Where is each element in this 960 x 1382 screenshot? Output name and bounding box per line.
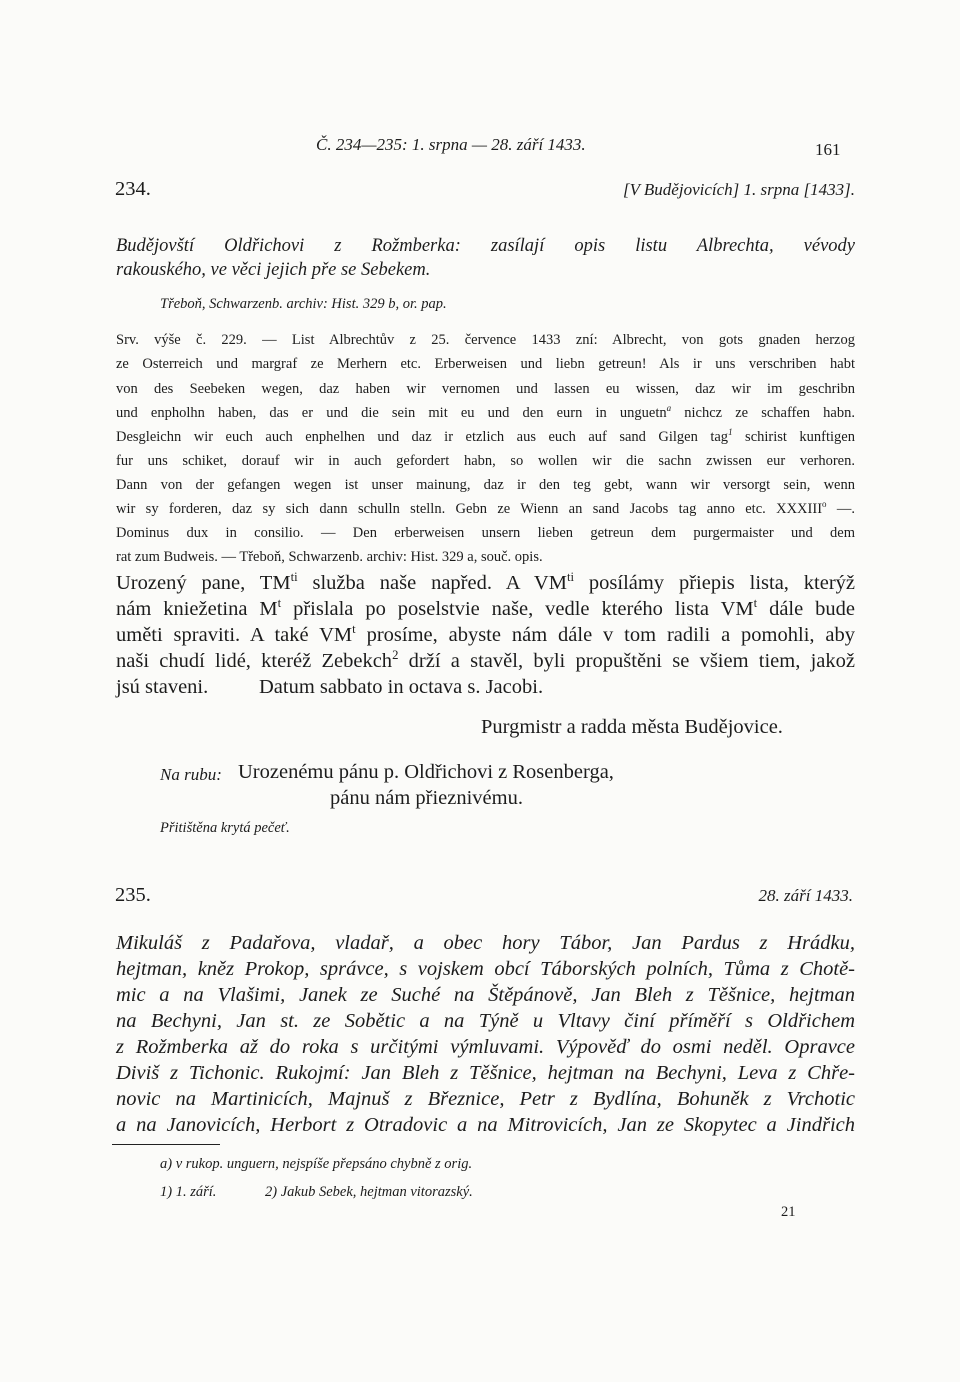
note-line: Dominus dux in consilio. — Den erberweisen unsern lieben getreun dem purgermaister und dem [116, 525, 855, 541]
note-line: Desgleichn wir euch auch enphelhen und daz ir etzlich aus euch auf sand Gilgen tag$^1$ schirist kunftigen [116, 427, 855, 445]
date-235: 28. září 1433. [758, 886, 853, 905]
footnote-rule [112, 1144, 220, 1145]
footnote-1: 1) 1. září. [160, 1184, 217, 1200]
signature-mark: 21 [781, 1204, 796, 1220]
regest-235-line: hejtman, kněz Prokop, správce, s vojskem obcí Táborských polních, Tůma z Chotě- [116, 958, 855, 980]
regest-235-line: a na Janovicích, Herbort z Otradovic a na Mitrovicích, Jan ze Skopytec a Jindřich [116, 1114, 855, 1136]
note-line: Srv. výše č. 229. — List Albrechtův z 25. července 1433 zní: Albrecht, von gots gnaden herzog [116, 332, 855, 348]
letter-line: jsú staveni. [116, 676, 209, 698]
regest-235-line: na Bechyni, Jan st. ze Sobětic a na Týně u Vltavy činí příměří s Oldřichem [116, 1010, 855, 1032]
document-number-234: 234. [115, 178, 151, 200]
running-title: Č. 234—235: 1. srpna — 28. září 1433. [316, 135, 586, 154]
letter-line: nám kniežetina $M^t$ přislala po poselstvie naše, vedle kterého lista $VM^t$ dále bude [116, 596, 855, 620]
letter-line: Urozený pane, $TM^{ti}$ služba naše napřed. A $VM^{ti}$ posílámy přiepis lista, kterýž [116, 570, 856, 594]
regest-234-line2: rakouského, ve věci jejich pře se Sebekem. [116, 260, 431, 280]
dating-clause: Datum sabbato in octava s. Jacobi. [259, 676, 544, 698]
letter-line: uměti spraviti. A také $VM^t$ prosíme, abyste nám dále v tom radili a pomohli, aby [116, 622, 855, 646]
regest-235-line: Mikuláš z Padařova, vladař, a obec hory Tábor, Jan Pardus z Hrádku, [116, 932, 855, 954]
seal-note: Přitištěna krytá pečeť. [160, 820, 290, 836]
note-line: rat zum Budweis. — Třeboň, Schwarzenb. archiv: Hist. 329 a, souč. opis. [116, 549, 543, 565]
letter-line: naši chudí lidé, kteréž Zebekch$^2$ drží a stavěl, byli propuštěni se všiem tiem, jakož [116, 648, 855, 672]
verso-address-line2: pánu nám přieznivému. [330, 787, 523, 809]
regest-234-line1: Budějovští Oldřichovi z Rožmberka: zasílají opis listu Albrechta, vévody [116, 236, 855, 256]
note-line: und enpholhn haben, das er und die sein mit eu und den eurn in unguetn$^a$ nichcz ze schaffen habn. [116, 403, 855, 421]
archive-reference-234: Třeboň, Schwarzenb. archiv: Hist. 329 b, or. pap. [160, 296, 447, 312]
place-date-234: [V Budějovicích] 1. srpna [1433]. [622, 180, 855, 199]
regest-235-line: Diviš z Tichonic. Rukojmí: Jan Bleh z Těšnice, hejtman na Bechyni, Leva z Chře- [116, 1062, 855, 1084]
footnote-2: 2) Jakub Sebek, hejtman vitorazský. [265, 1184, 473, 1200]
footnote-ref-a: a [666, 403, 672, 414]
note-line: Dann von der gefangen wegen ist unser mainung, daz ir den teg gebt, wann wir versorgt sein, wenn [116, 477, 855, 493]
verso-address-line1: Urozenému pánu p. Oldřichovi z Rosenberga, [238, 761, 614, 783]
page-number: 161 [815, 140, 841, 159]
regest-235-line: mic a na Vlašimi, Janek ze Suché na Štěpánově, Jan Bleh z Těšnice, hejtman [116, 984, 855, 1006]
note-line: wir sy forderen, daz sy sich dann schulln stelln. Gebn ze Wienn an sand Jacobs tag anno etc. XXXIII$^o$ —. [116, 499, 856, 517]
note-line: ze Osterreich und margraf ze Merhern etc. Erberweisen und liebn getreun! Als ir uns verschriben habt [116, 356, 855, 372]
document-number-235: 235. [115, 884, 151, 906]
regest-235-line: z Rožmberka až do roka s určitými výmluvami. Výpověď do osmi neděl. Opravce [116, 1036, 855, 1058]
footnote-ref-1: 1 [728, 427, 733, 438]
verso-label: Na rubu: [160, 765, 222, 784]
signature-234: Purgmistr a radda města Budějovice. [481, 716, 783, 738]
note-line: von des Seebeken wegen, daz haben wir vernomen und lassen eu wissen, daz wir im geschribn [116, 381, 855, 397]
note-line: fur uns schiket, dorauf wir in auch gefordert habn, so wollen wir die sachn zwissen eur verhoren. [116, 453, 855, 469]
footnote-a: a) v rukop. unguern, nejspíše přepsáno chybně z orig. [160, 1156, 473, 1172]
regest-235-line: novic na Martinicích, Majnuš z Březnice, Petr z Bydlína, Bohuněk z Vrchotic [116, 1088, 855, 1110]
footnote-ref-2: 2 [392, 648, 399, 663]
